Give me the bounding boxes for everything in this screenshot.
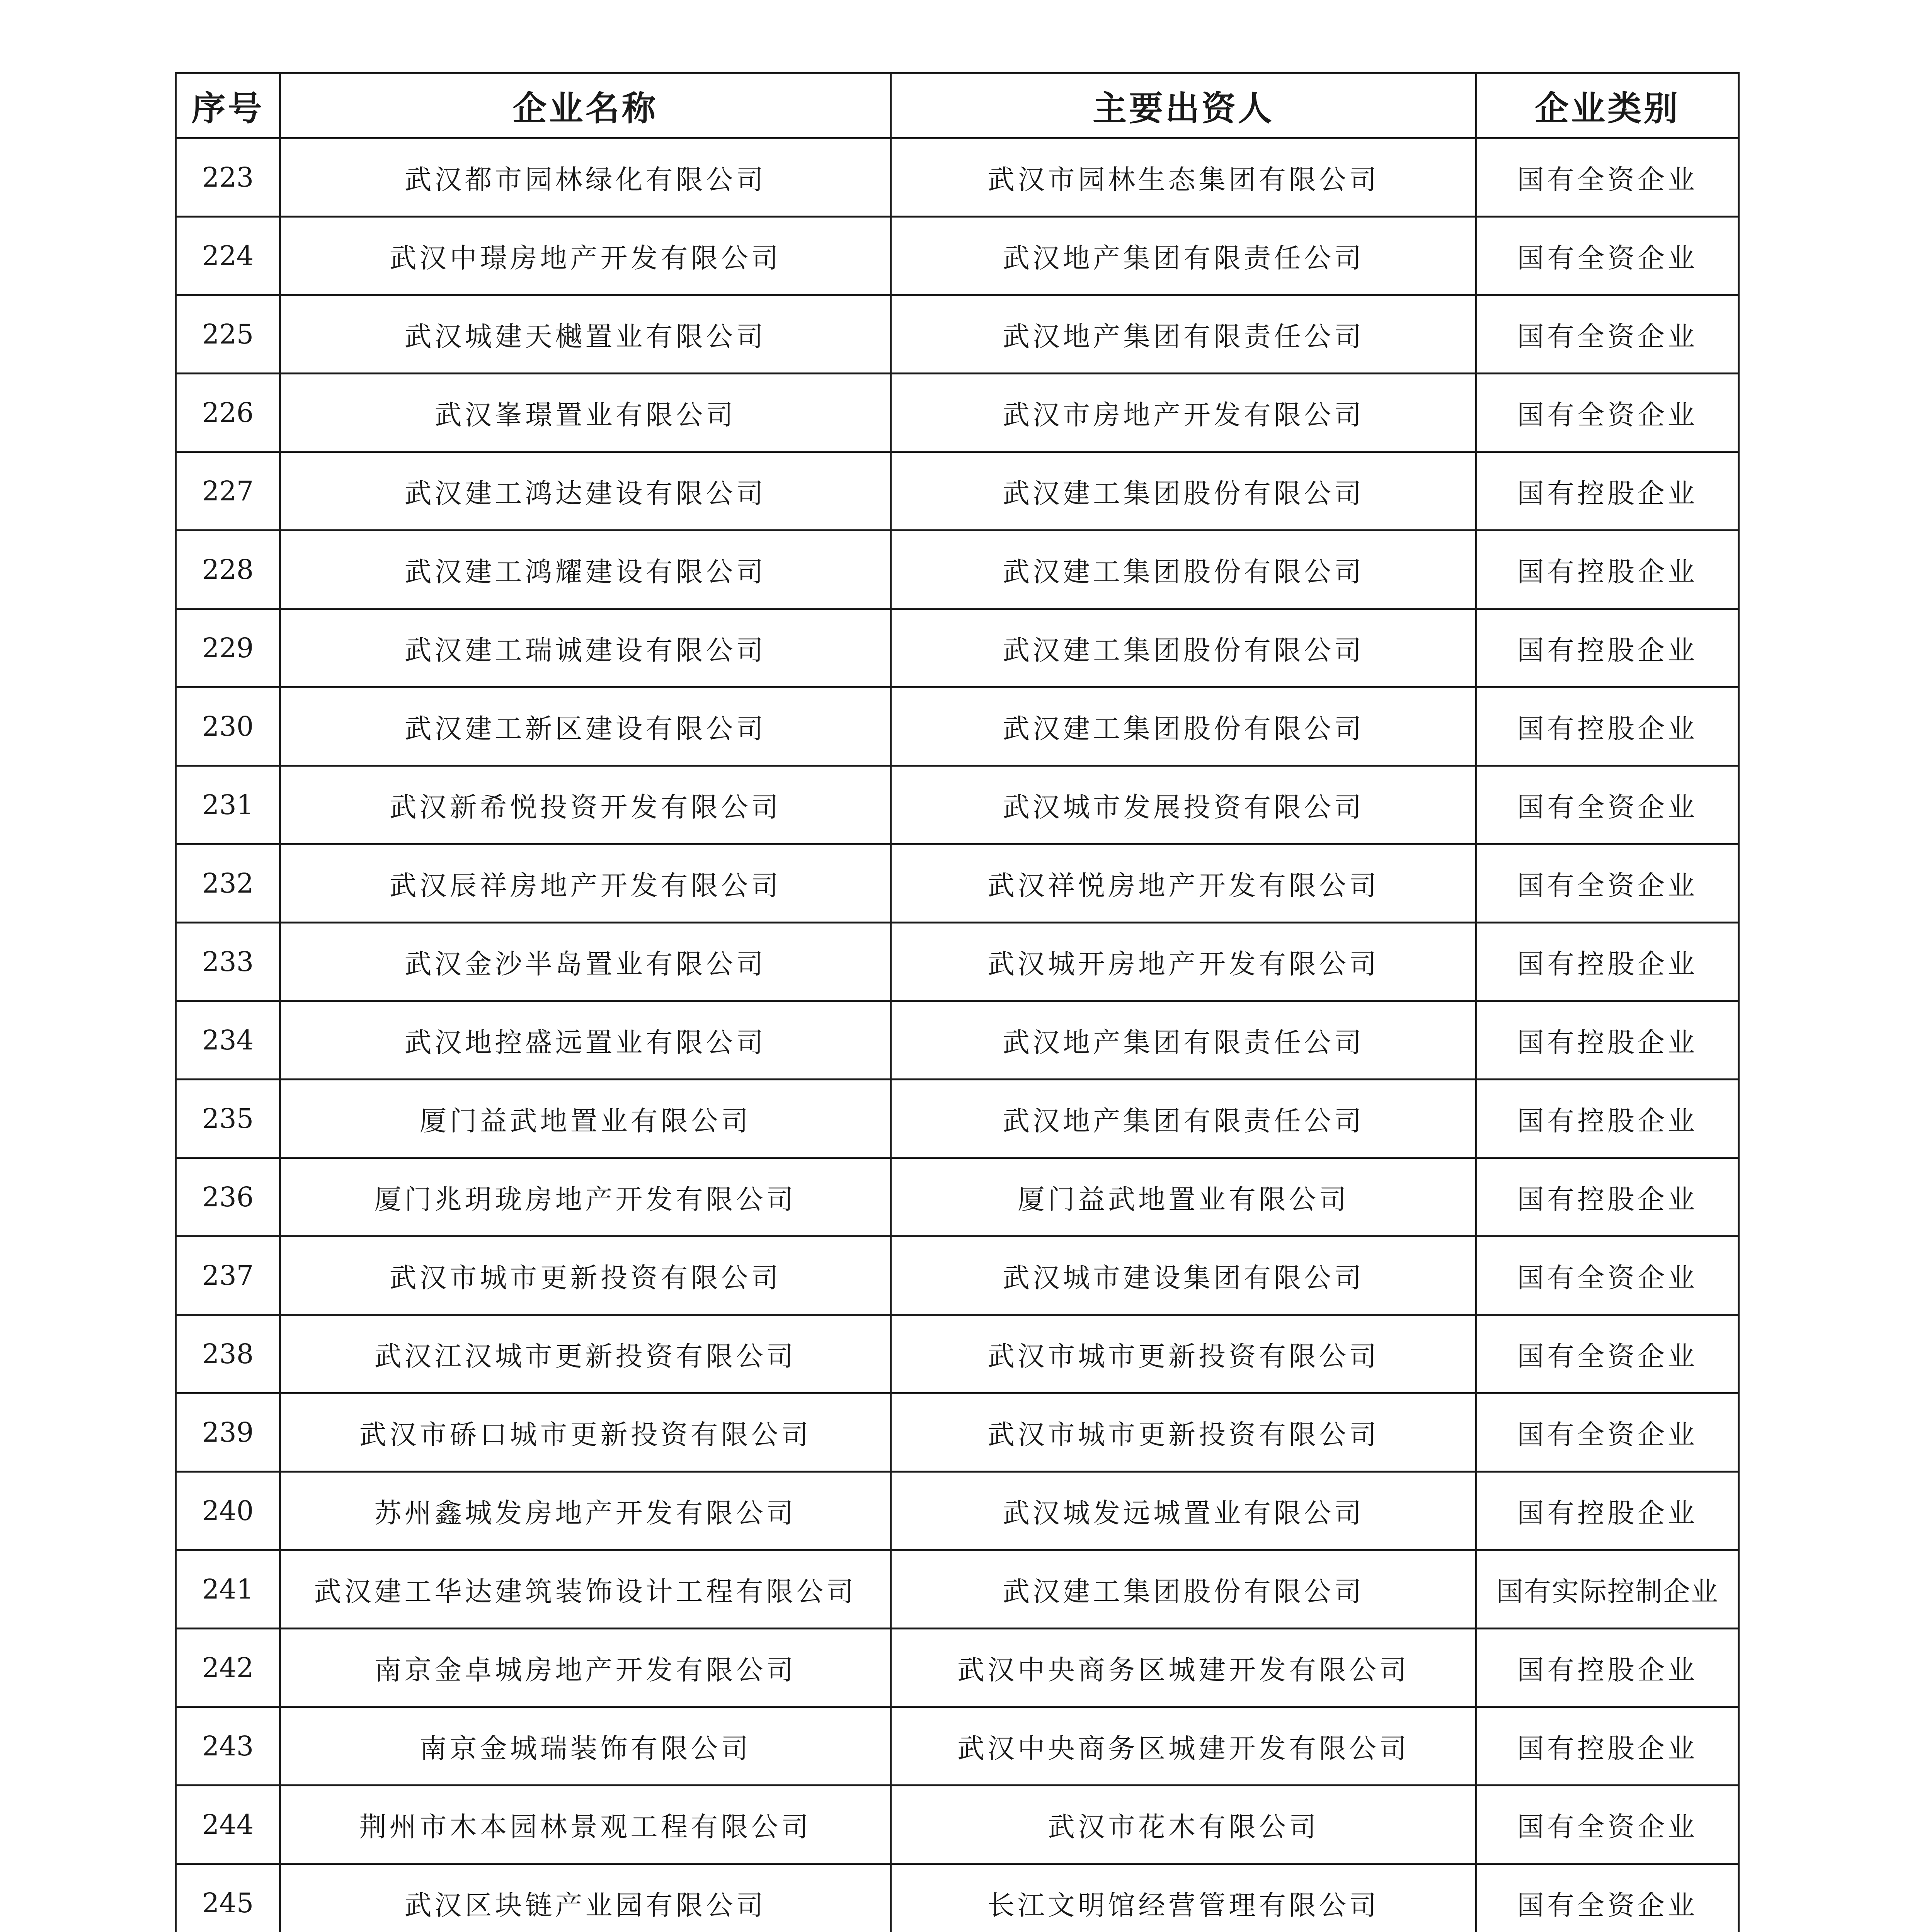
table-row [176,138,1739,217]
enterprise-name-cell: 武汉都市园林绿化有限公司 [280,138,891,217]
enterprise-name-cell: 武汉建工新区建设有限公司 [280,687,891,766]
serial-number-cell: 244 [176,1786,280,1864]
main-investor-cell: 武汉城市发展投资有限公司 [891,766,1476,844]
table-body [176,138,1739,1932]
enterprise-name-cell: 南京金卓城房地产开发有限公司 [280,1629,891,1707]
enterprise-category-cell: 国有控股企业 [1476,609,1739,687]
header-main-investor: 主要出资人 [891,73,1476,138]
enterprise-name-cell: 武汉区块链产业园有限公司 [280,1864,891,1932]
table-header [176,73,1739,138]
serial-number-cell: 243 [176,1707,280,1786]
serial-number-cell: 245 [176,1864,280,1932]
enterprise-name-cell: 武汉市城市更新投资有限公司 [280,1236,891,1315]
table-row [176,374,1739,452]
main-investor-cell: 武汉建工集团股份有限公司 [891,609,1476,687]
main-investor-cell: 厦门益武地置业有限公司 [891,1158,1476,1236]
main-investor-cell: 武汉地产集团有限责任公司 [891,217,1476,295]
serial-number-cell: 229 [176,609,280,687]
table-row [176,923,1739,1001]
table-row [176,1158,1739,1236]
main-investor-cell: 武汉市城市更新投资有限公司 [891,1393,1476,1472]
enterprise-name-cell: 武汉建工瑞诚建设有限公司 [280,609,891,687]
serial-number-cell: 231 [176,766,280,844]
enterprise-name-cell: 武汉城建天樾置业有限公司 [280,295,891,374]
enterprise-category-cell: 国有全资企业 [1476,1393,1739,1472]
enterprise-name-cell: 武汉峯璟置业有限公司 [280,374,891,452]
serial-number-cell: 227 [176,452,280,531]
table-row [176,1001,1739,1080]
enterprise-name-cell: 武汉建工鸿耀建设有限公司 [280,531,891,609]
enterprise-category-cell: 国有控股企业 [1476,923,1739,1001]
serial-number-cell: 233 [176,923,280,1001]
main-investor-cell: 武汉祥悦房地产开发有限公司 [891,844,1476,923]
main-investor-cell: 武汉市房地产开发有限公司 [891,374,1476,452]
serial-number-cell: 226 [176,374,280,452]
enterprise-name-cell: 武汉建工华达建筑装饰设计工程有限公司 [280,1550,891,1629]
table-row [176,609,1739,687]
table-row [176,452,1739,531]
table-row [176,1393,1739,1472]
enterprise-category-cell: 国有全资企业 [1476,217,1739,295]
enterprise-category-cell: 国有全资企业 [1476,138,1739,217]
main-investor-cell: 武汉城市建设集团有限公司 [891,1236,1476,1315]
main-investor-cell: 武汉城发远城置业有限公司 [891,1472,1476,1550]
enterprise-name-cell: 武汉中璟房地产开发有限公司 [280,217,891,295]
enterprise-category-cell: 国有全资企业 [1476,1315,1739,1393]
table-row [176,1786,1739,1864]
enterprise-name-cell: 厦门益武地置业有限公司 [280,1080,891,1158]
main-investor-cell: 武汉建工集团股份有限公司 [891,531,1476,609]
main-investor-cell: 武汉城开房地产开发有限公司 [891,923,1476,1001]
enterprise-name-cell: 武汉金沙半岛置业有限公司 [280,923,891,1001]
main-investor-cell: 武汉建工集团股份有限公司 [891,1550,1476,1629]
enterprise-category-cell: 国有全资企业 [1476,295,1739,374]
enterprise-name-cell: 武汉辰祥房地产开发有限公司 [280,844,891,923]
table-row [176,1236,1739,1315]
enterprise-category-cell: 国有实际控制企业 [1476,1550,1739,1629]
enterprise-name-cell: 武汉江汉城市更新投资有限公司 [280,1315,891,1393]
enterprise-name-cell: 荆州市木本园林景观工程有限公司 [280,1786,891,1864]
header-serial-number: 序号 [176,73,280,138]
enterprise-category-cell: 国有控股企业 [1476,1707,1739,1786]
main-investor-cell: 长江文明馆经营管理有限公司 [891,1864,1476,1932]
main-investor-cell: 武汉市城市更新投资有限公司 [891,1315,1476,1393]
enterprise-category-cell: 国有全资企业 [1476,1786,1739,1864]
enterprise-category-cell: 国有控股企业 [1476,1629,1739,1707]
serial-number-cell: 225 [176,295,280,374]
table-row [176,844,1739,923]
table-row [176,1629,1739,1707]
serial-number-cell: 242 [176,1629,280,1707]
enterprise-name-cell: 苏州鑫城发房地产开发有限公司 [280,1472,891,1550]
table-row [176,1707,1739,1786]
main-investor-cell: 武汉建工集团股份有限公司 [891,687,1476,766]
table-row [176,295,1739,374]
main-investor-cell: 武汉市花木有限公司 [891,1786,1476,1864]
table-row [176,1472,1739,1550]
enterprise-category-cell: 国有控股企业 [1476,452,1739,531]
serial-number-cell: 237 [176,1236,280,1315]
table-row [176,217,1739,295]
main-investor-cell: 武汉地产集团有限责任公司 [891,1001,1476,1080]
main-investor-cell: 武汉市园林生态集团有限公司 [891,138,1476,217]
table-row [176,687,1739,766]
serial-number-cell: 228 [176,531,280,609]
serial-number-cell: 224 [176,217,280,295]
serial-number-cell: 238 [176,1315,280,1393]
main-investor-cell: 武汉中央商务区城建开发有限公司 [891,1629,1476,1707]
enterprise-category-cell: 国有全资企业 [1476,766,1739,844]
enterprise-name-cell: 武汉新希悦投资开发有限公司 [280,766,891,844]
table-row [176,1864,1739,1932]
enterprise-category-cell: 国有全资企业 [1476,1864,1739,1932]
main-investor-cell: 武汉地产集团有限责任公司 [891,1080,1476,1158]
enterprise-name-cell: 南京金城瑞装饰有限公司 [280,1707,891,1786]
table-row [176,1550,1739,1629]
enterprise-category-cell: 国有控股企业 [1476,1158,1739,1236]
enterprise-category-cell: 国有控股企业 [1476,531,1739,609]
enterprise-category-cell: 国有控股企业 [1476,1001,1739,1080]
enterprise-name-cell: 武汉市硚口城市更新投资有限公司 [280,1393,891,1472]
header-enterprise-name: 企业名称 [280,73,891,138]
enterprise-category-cell: 国有控股企业 [1476,1080,1739,1158]
main-investor-cell: 武汉建工集团股份有限公司 [891,452,1476,531]
enterprise-category-cell: 国有控股企业 [1476,687,1739,766]
header-enterprise-category: 企业类别 [1476,73,1739,138]
table-row [176,1315,1739,1393]
serial-number-cell: 232 [176,844,280,923]
serial-number-cell: 240 [176,1472,280,1550]
enterprise-category-cell: 国有全资企业 [1476,844,1739,923]
serial-number-cell: 241 [176,1550,280,1629]
enterprise-name-cell: 武汉建工鸿达建设有限公司 [280,452,891,531]
serial-number-cell: 235 [176,1080,280,1158]
serial-number-cell: 239 [176,1393,280,1472]
serial-number-cell: 230 [176,687,280,766]
table-row [176,1080,1739,1158]
enterprise-category-cell: 国有全资企业 [1476,1236,1739,1315]
serial-number-cell: 223 [176,138,280,217]
serial-number-cell: 234 [176,1001,280,1080]
table-row [176,531,1739,609]
serial-number-cell: 236 [176,1158,280,1236]
enterprise-category-cell: 国有控股企业 [1476,1472,1739,1550]
enterprise-table [175,72,1740,1932]
header-row [176,73,1739,138]
enterprise-name-cell: 厦门兆玥珑房地产开发有限公司 [280,1158,891,1236]
enterprise-name-cell: 武汉地控盛远置业有限公司 [280,1001,891,1080]
main-investor-cell: 武汉地产集团有限责任公司 [891,295,1476,374]
table-row [176,766,1739,844]
main-investor-cell: 武汉中央商务区城建开发有限公司 [891,1707,1476,1786]
enterprise-category-cell: 国有全资企业 [1476,374,1739,452]
